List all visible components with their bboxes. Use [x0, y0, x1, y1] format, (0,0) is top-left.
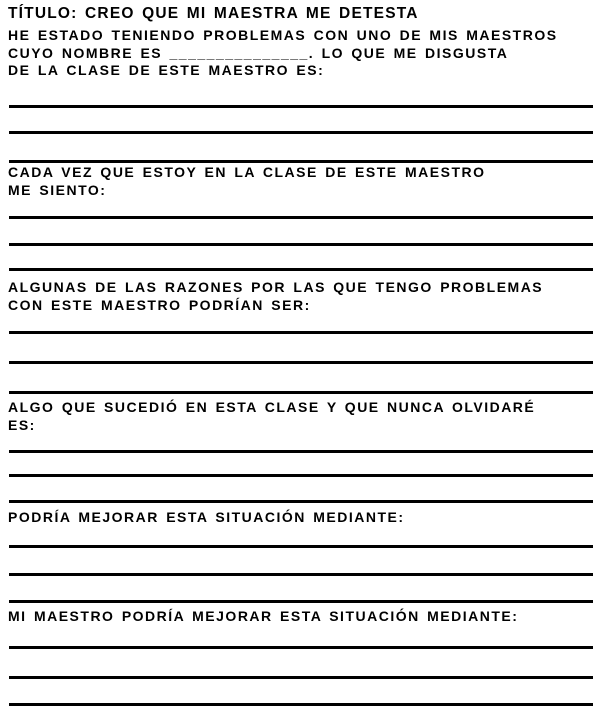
prompt-line: CUYO NOMBRE ES _______________. LO QUE ME DISGUSTA [8, 44, 509, 61]
section-prompt [8, 399, 535, 434]
prompt-line: ES: [8, 416, 36, 433]
answer-line [9, 703, 593, 706]
prompt-line: ALGUNAS DE LAS RAZONES POR LAS QUE TENGO PROBLEMAS [8, 279, 544, 295]
answer-line [9, 600, 593, 603]
answer-line [9, 500, 593, 503]
answer-line [9, 243, 593, 246]
answer-line [9, 131, 593, 134]
prompt-line: DE LA CLASE DE ESTE MAESTRO ES: [8, 62, 325, 78]
answer-line [9, 268, 593, 271]
answer-line [9, 646, 593, 649]
worksheet-title: TÍTULO: CREO QUE MI MAESTRA ME DETESTA [8, 5, 419, 22]
answer-line [9, 391, 593, 394]
answer-line [9, 105, 593, 108]
section-prompt [8, 509, 405, 527]
prompt-line: PODRÍA MEJORAR ESTA SITUACIÓN MEDIANTE: [8, 509, 405, 525]
answer-line [9, 474, 593, 477]
answer-line [9, 331, 593, 334]
section-prompt [8, 608, 518, 626]
section-prompt [8, 27, 558, 80]
answer-line [9, 676, 593, 679]
answer-line [9, 160, 593, 163]
answer-line [9, 450, 593, 453]
answer-line [9, 361, 593, 364]
prompt-line: CADA VEZ QUE ESTOY EN LA CLASE DE ESTE MAESTRO [8, 164, 486, 180]
answer-line [9, 573, 593, 576]
section-prompt [8, 279, 543, 314]
prompt-line: HE ESTADO TENIENDO PROBLEMAS CON UNO DE MIS MAESTROS [8, 27, 558, 43]
prompt-line: MI MAESTRO PODRÍA MEJORAR ESTA SITUACIÓN MEDIANTE: [8, 608, 519, 624]
prompt-line: ALGO QUE SUCEDIÓ EN ESTA CLASE Y QUE NUNCA OLVIDARÉ [8, 399, 536, 415]
prompt-line: ME SIENTO: [8, 181, 107, 198]
answer-line [9, 545, 593, 548]
answer-line [9, 216, 593, 219]
section-prompt [8, 164, 486, 199]
prompt-line: CON ESTE MAESTRO PODRÍAN SER: [8, 296, 311, 313]
